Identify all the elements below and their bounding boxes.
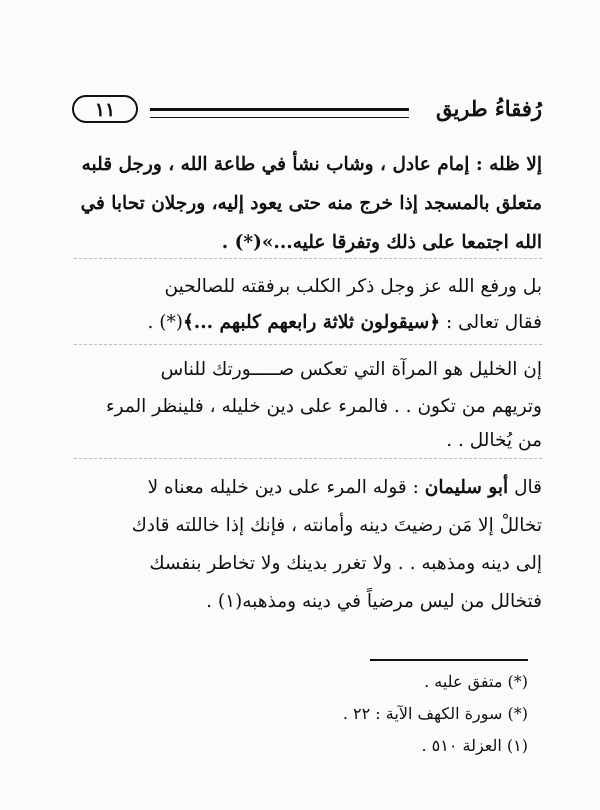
text-segment: : قوله المرء على دين خليله معناه لا	[147, 477, 425, 498]
text-line: وتريهم من تكون . . فالمرء على دين خليله ، فلينظر المرء	[105, 396, 542, 417]
paragraph-divider	[74, 258, 542, 259]
speaker-name: أبو سليمان	[424, 477, 509, 498]
footnote: (١) العزلة ٥١٠ .	[421, 736, 528, 755]
text-line: فتخالل من ليس مرضياً في دينه ومذهبه(١) .	[206, 591, 542, 612]
footnote-rule	[370, 659, 528, 661]
footnote: (*) متفق عليه .	[424, 672, 528, 691]
text-line	[74, 471, 542, 505]
page-number: ١١	[72, 95, 138, 123]
text-line: إلا ظله : إمام عادل ، وشاب نشأ في طاعة الله ، ورجل قلبه	[81, 154, 542, 175]
quran-quote: ﴿سيقولون ثلاثة رابعهم كلبهم ...﴾	[182, 312, 441, 333]
text-line: بل ورفع الله عز وجل ذكر الكلب برفقته للصالحين	[164, 276, 542, 297]
text-line: إن الخليل هو المرآة التي تعكس صـــــورتك للناس	[160, 359, 542, 380]
text-line: متعلق بالمسجد إذا خرج منه حتى يعود إليه، ورجلان تحابا في	[80, 193, 542, 214]
paragraph-divider	[74, 344, 542, 345]
text-segment: (*) .	[147, 312, 183, 333]
text-line: من يُخالل . .	[446, 430, 542, 451]
header-rule	[150, 108, 409, 118]
footnote: (*) سورة الكهف الآية : ٢٢ .	[342, 704, 528, 723]
text-segment: قال	[508, 477, 542, 498]
text-line: تخاللْ إلا مَن رضيتَ دينه وأمانته ، فإنك إذا خاللته قادك	[131, 515, 542, 536]
text-line	[74, 306, 542, 340]
text-line: إلى دينه ومذهبه . . ولا تغرر بدينك ولا تخاطر بنفسك	[149, 553, 542, 574]
text-segment: فقال تعالى :	[440, 312, 542, 333]
page-header	[72, 94, 542, 128]
paragraph-divider	[74, 458, 542, 459]
text-line: الله اجتمعا على ذلك وتفرقا عليه...»(*) .	[221, 232, 542, 253]
running-title: رُفقاءُ طريق	[435, 96, 542, 121]
